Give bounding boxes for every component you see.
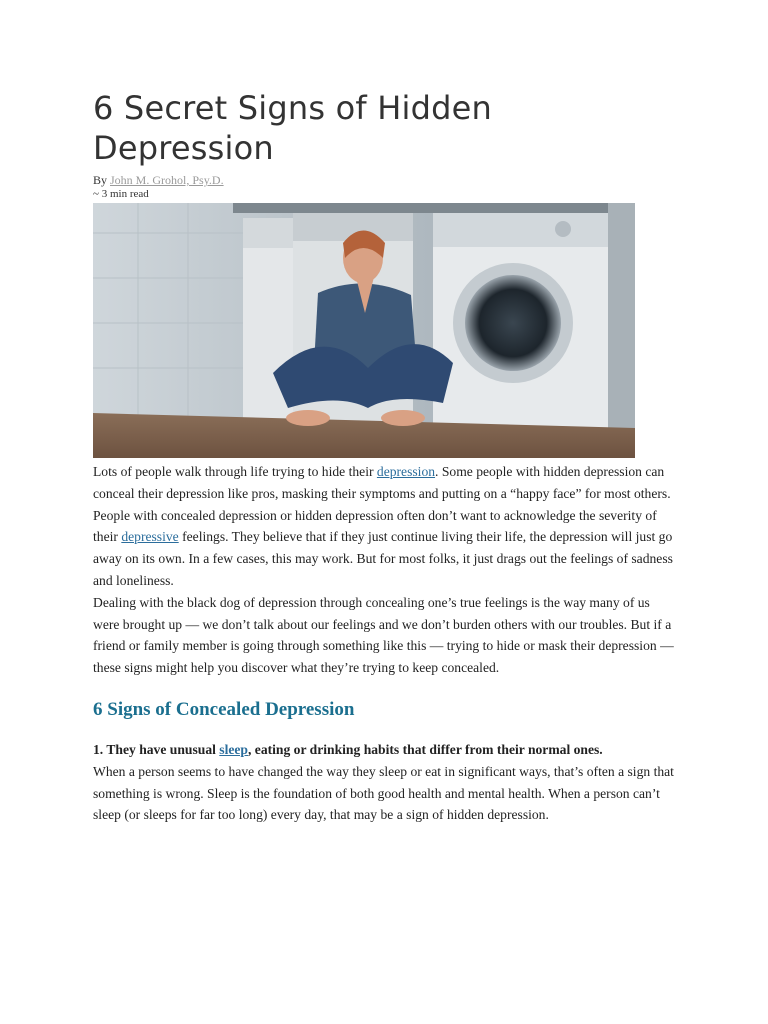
byline xyxy=(93,173,678,188)
article xyxy=(93,88,678,826)
sign-1-body: When a person seems to have changed the way they sleep or eat in significant ways, that’s often a sign that something is wrong. Sleep is the foundation of both good health and mental health. When a person can’t sleep (or sleeps for far too long) every day, that may be a sign of hidden depression. xyxy=(93,763,674,823)
paragraph-black-dog: Dealing with the black dog of depression through concealing one’s true feelings is the way many of us were brought up — we don’t talk about our feelings and we don’t burden others with our troubles. But if a friend or family member is going through something like this — trying to hide or mask their depression — these signs might help you discover what they’re trying to keep concealed. xyxy=(93,594,674,676)
sign-1-heading: 1. They have unusual sleep, eating or drinking habits that differ from their normal ones. xyxy=(93,741,603,757)
section-heading: 6 Signs of Concealed Depression xyxy=(93,698,355,720)
read-time: ~ 3 min read xyxy=(93,188,149,200)
sleep-link[interactable]: sleep xyxy=(219,741,248,757)
byline-prefix: By xyxy=(93,173,111,187)
depressive-link[interactable]: depressive xyxy=(121,529,179,545)
article-title: 6 Secret Signs of Hidden Depression xyxy=(93,89,492,167)
paragraph-concealed: People with concealed depression or hidden depression often don’t want to acknowledge the severity of their depressive feelings. They believe that if they just continue living their life, the depression will just go away on its own. In a few cases, this may work. But for most folks, it just drags out the feelings of sadness and loneliness. xyxy=(93,507,673,588)
hero-image xyxy=(93,203,635,458)
paragraph-intro: Lots of people walk through life trying to hide their depression. Some people with hidden depression can conceal their depression like pros, masking their symptoms and putting on a “happy face” for most others. xyxy=(93,464,671,501)
author-link[interactable]: John M. Grohol, Psy.D. xyxy=(110,173,224,187)
depression-link[interactable]: depression xyxy=(376,464,436,479)
